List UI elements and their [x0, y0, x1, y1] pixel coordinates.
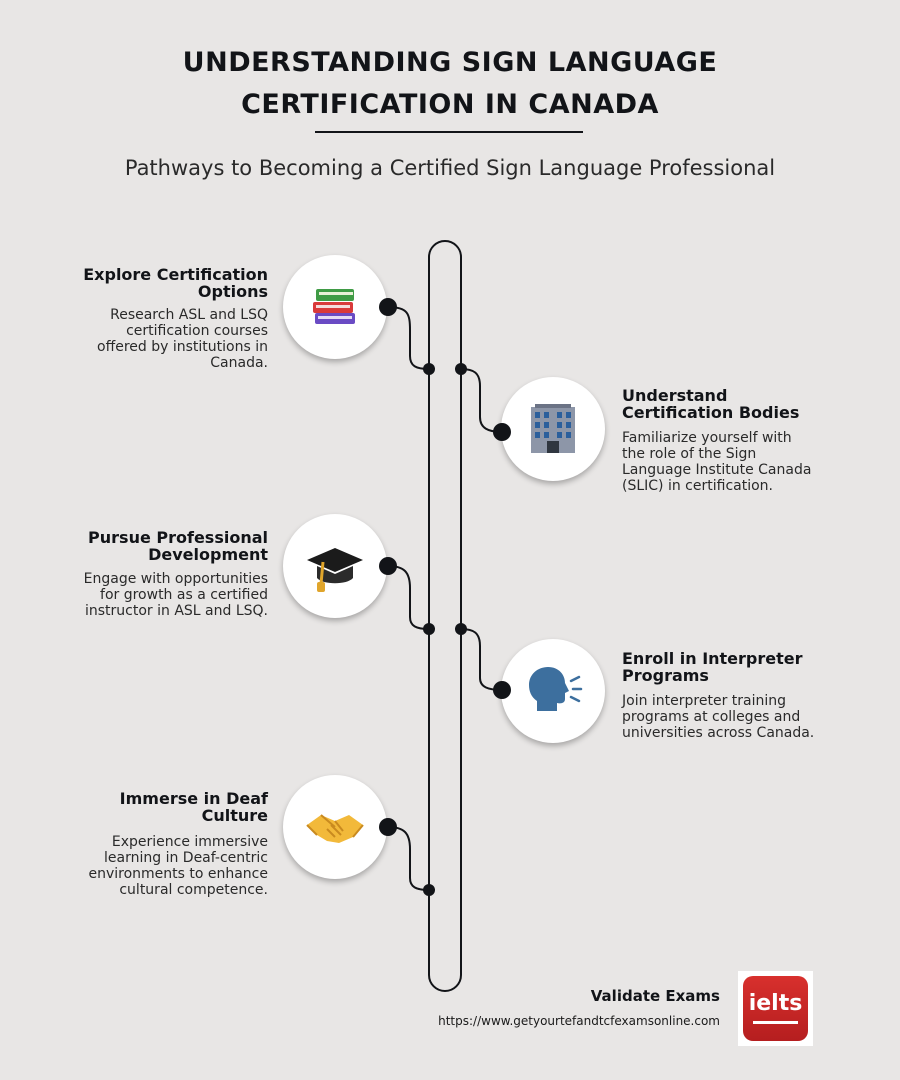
step-5-desc-line-4: cultural competence.: [119, 882, 268, 898]
ielts-logo-badge: [743, 976, 808, 1041]
step-1-desc-line-1: Research ASL and LSQ: [110, 307, 268, 323]
step-4-desc-line-2: programs at colleges and: [622, 709, 801, 725]
step-3-title-line-2: Development: [148, 545, 268, 564]
step-1-desc-line-3: offered by institutions in: [97, 339, 268, 355]
footer-url-link[interactable]: https://www.getyourtefandtcfexamsonline.com: [438, 1014, 720, 1028]
step-3-desc-line-3: instructor in ASL and LSQ.: [84, 603, 268, 619]
title-line-2: CERTIFICATION IN CANADA: [241, 89, 659, 120]
ielts-logo: [738, 971, 813, 1046]
step-2-desc-line-4: (SLIC) in certification.: [622, 478, 773, 494]
step-1-title-line-1: Explore Certification: [83, 265, 268, 284]
footer-brand-name: Validate Exams: [590, 987, 720, 1005]
step-5-desc-line-1: Experience immersive: [111, 834, 268, 850]
step-4-title-line-2: Programs: [622, 666, 709, 685]
step-5-title-line-2: Culture: [201, 806, 268, 825]
step-4-desc-line-1: Join interpreter training: [622, 693, 787, 709]
step-1-title-line-2: Options: [197, 282, 268, 301]
step-4-title-line-1: Enroll in Interpreter: [622, 649, 803, 668]
title-line-1: UNDERSTANDING SIGN LANGUAGE: [182, 47, 718, 78]
step-5-desc-line-2: learning in Deaf-centric: [104, 850, 268, 866]
step-2-desc-line-2: the role of the Sign: [622, 446, 757, 462]
step-1-desc-line-4: Canada.: [210, 355, 268, 371]
step-5-desc-line-3: environments to enhance: [88, 866, 268, 882]
ielts-logo-text: ielts: [748, 991, 803, 1016]
step-3-title-line-1: Pursue Professional: [88, 528, 268, 547]
step-3-desc-line-1: Engage with opportunities: [83, 571, 268, 587]
ielts-logo-underline: [753, 1021, 798, 1024]
step-2-title-line-2: Certification Bodies: [622, 403, 800, 422]
step-5-title-line-1: Immerse in Deaf: [119, 789, 268, 808]
step-2-title-line-1: Understand: [622, 386, 728, 405]
step-1-desc-line-2: certification courses: [126, 323, 268, 339]
step-4-desc-line-3: universities across Canada.: [622, 725, 815, 741]
step-2-desc-line-1: Familiarize yourself with: [622, 430, 792, 446]
step-2-desc-line-3: Language Institute Canada: [622, 462, 812, 478]
subtitle: Pathways to Becoming a Certified Sign Language Professional: [124, 156, 776, 180]
step-3-desc-line-2: for growth as a certified: [100, 587, 268, 603]
